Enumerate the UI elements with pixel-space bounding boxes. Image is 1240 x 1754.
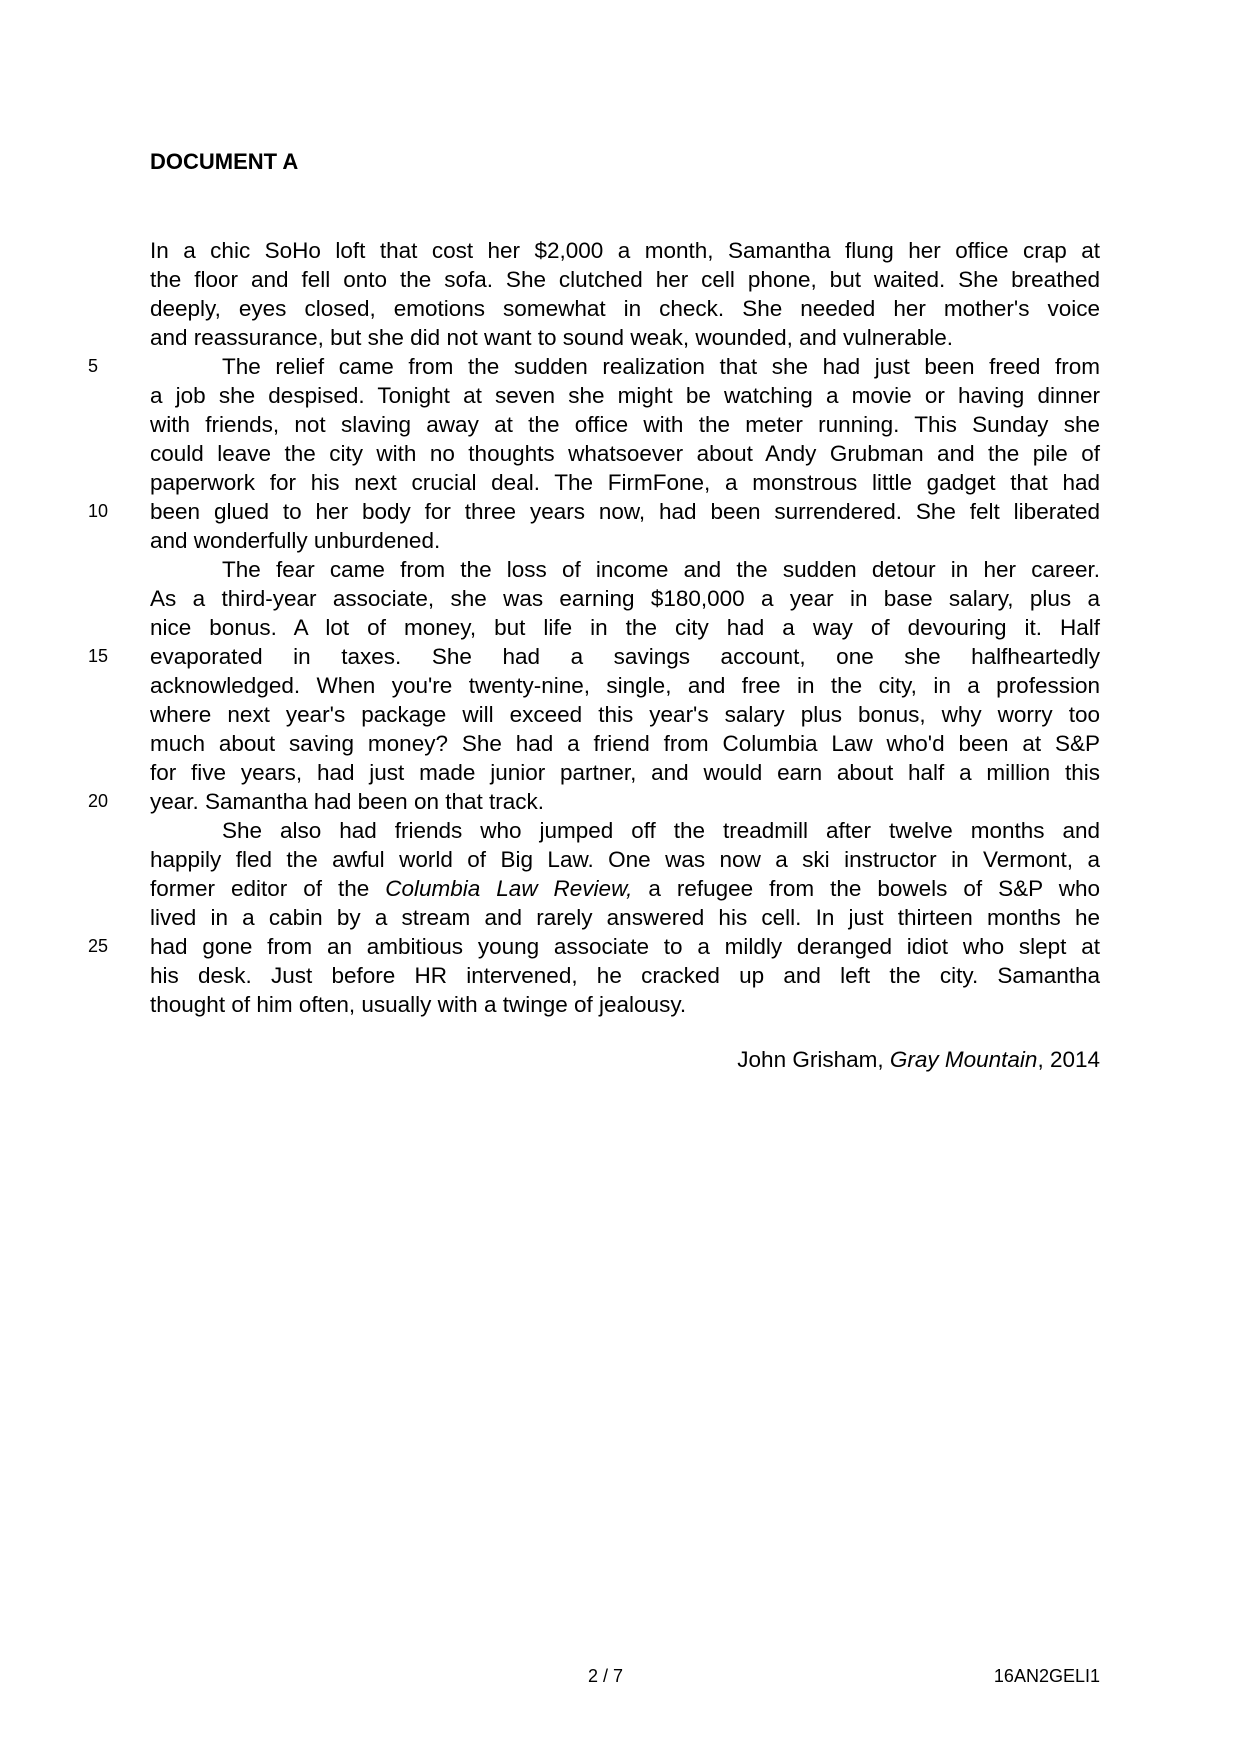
- passage-line: As a third-year associate, she was earning $180,000 a year in base salary, plus a: [150, 586, 1100, 611]
- passage-line-text: The relief came from the sudden realization that she had just been freed from: [222, 354, 1100, 379]
- passage-line-text: had gone from an ambitious young associate to a mildly deranged idiot who slept at: [150, 934, 1100, 959]
- attribution-author: John Grisham,: [737, 1047, 890, 1072]
- passage-line: She also had friends who jumped off the treadmill after twelve months and: [222, 818, 1100, 843]
- passage-line: with friends, not slaving away at the office with the meter running. This Sunday she: [150, 412, 1100, 437]
- document-code: 16AN2GELI1: [993, 1666, 1100, 1686]
- passage-line: could leave the city with no thoughts whatsoever about Andy Grubman and the pile of: [150, 441, 1100, 466]
- passage-line: happily fled the awful world of Big Law. One was now a ski instructor in Vermont, a: [150, 847, 1100, 872]
- passage-line: In a chic SoHo loft that cost her $2,000 a month, Samantha flung her office crap at: [150, 238, 1100, 263]
- passage-line: much about saving money? She had a friend from Columbia Law who'd been at S&P: [150, 731, 1100, 756]
- passage-line: acknowledged. When you're twenty-nine, single, and free in the city, in a profession: [150, 673, 1100, 698]
- passage-line: [88, 352, 1100, 381]
- passage-line: The fear came from the loss of income and the sudden detour in her career.: [222, 557, 1100, 582]
- passage-line: thought of him often, usually with a twinge of jealousy.: [150, 992, 687, 1017]
- passage-line: and reassurance, but she did not want to sound weak, wounded, and vulnerable.: [150, 325, 954, 350]
- passage-line: his desk. Just before HR intervened, he cracked up and left the city. Samantha: [150, 963, 1100, 988]
- line-number: 25: [88, 936, 109, 956]
- passage-line: [88, 787, 1100, 816]
- passage-line: nice bonus. A lot of money, but life in the city had a way of devouring it. Half: [150, 615, 1100, 640]
- passage-line: for five years, had just made junior partner, and would earn about half a million this: [150, 760, 1100, 785]
- passage-line: and wonderfully unburdened.: [150, 528, 441, 553]
- passage-line: [88, 932, 1100, 961]
- passage-line: [88, 497, 1100, 526]
- attribution-work: Gray Mountain: [889, 1047, 1038, 1072]
- source-attribution: [737, 1045, 1100, 1074]
- passage-line: [150, 874, 1100, 903]
- journal-title: Columbia Law Review,: [385, 876, 633, 901]
- passage-line-text: evaporated in taxes. She had a savings account, one she halfheartedly: [150, 644, 1100, 669]
- passage-line-text: been glued to her body for three years now, had been surrendered. She felt liberated: [150, 499, 1100, 524]
- passage-line: a job she despised. Tonight at seven she might be watching a movie or having dinner: [150, 383, 1100, 408]
- passage-line-text: former editor of the: [150, 876, 386, 901]
- passage-text: [88, 236, 1100, 1019]
- passage-line: [88, 642, 1100, 671]
- line-number: 20: [88, 791, 109, 811]
- passage-line-text: a refugee from the bowels of S&P who: [632, 876, 1100, 901]
- passage-line: deeply, eyes closed, emotions somewhat in check. She needed her mother's voice: [150, 296, 1100, 321]
- passage-line: where next year's package will exceed this year's salary plus bonus, why worry too: [150, 702, 1100, 727]
- line-number: 5: [88, 356, 99, 376]
- line-number: 15: [88, 646, 109, 666]
- attribution-year: , 2014: [1037, 1047, 1100, 1072]
- page-number: 2 / 7: [588, 1666, 624, 1686]
- document-title: DOCUMENT A: [150, 149, 299, 174]
- line-number: 10: [88, 501, 109, 521]
- passage-line-text: year. Samantha had been on that track.: [150, 789, 545, 814]
- passage-line: the floor and fell onto the sofa. She clutched her cell phone, but waited. She breathed: [150, 267, 1100, 292]
- passage-line: lived in a cabin by a stream and rarely answered his cell. In just thirteen months he: [150, 905, 1100, 930]
- passage-line: paperwork for his next crucial deal. The FirmFone, a monstrous little gadget that had: [150, 470, 1100, 495]
